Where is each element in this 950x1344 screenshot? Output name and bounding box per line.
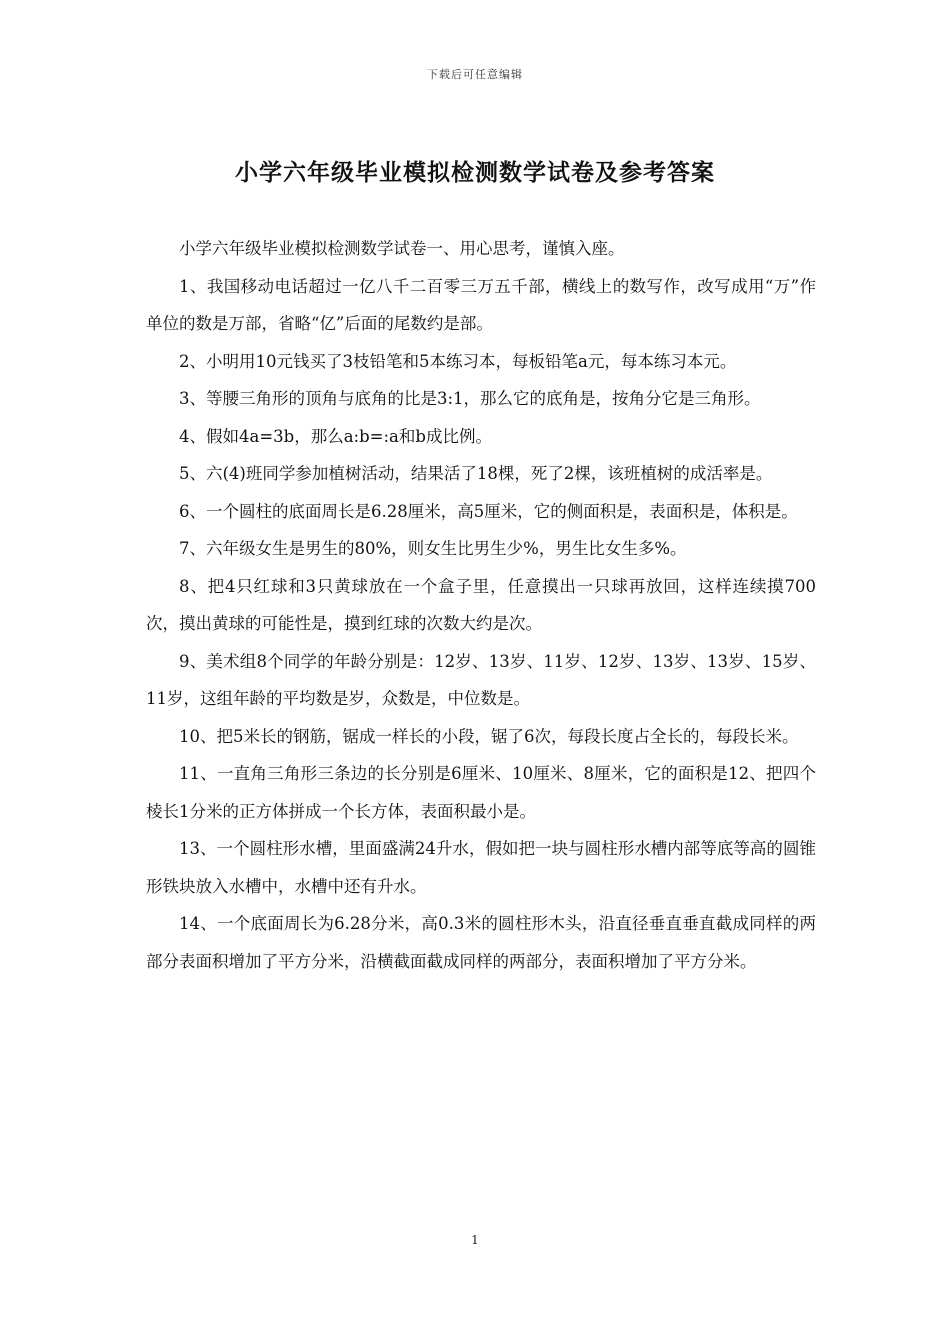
question-1: 1、我国移动电话超过一亿八千二百零三万五千部，横线上的数写作，改写成用“万”作单位的数是万部，省略“亿”后面的尾数约是部。 <box>146 276 816 333</box>
document-body <box>146 230 816 980</box>
question-6: 6、一个圆柱的底面周长是6.28厘米，高5厘米，它的侧面积是，表面积是，体积是。 <box>179 501 798 521</box>
question-2: 2、小明用10元钱买了3枝铅笔和5本练习本，每板铅笔a元，每本练习本元。 <box>179 351 737 371</box>
question-7: 7、六年级女生是男生的80%，则女生比男生少%，男生比女生多%。 <box>179 539 687 558</box>
question-4: 4、假如4a=3b，那么a:b=:a和b成比例。 <box>179 426 492 446</box>
question-5: 5、六(4)班同学参加植树活动，结果活了18棵，死了2棵，该班植树的成活率是。 <box>179 464 773 483</box>
question-9: 9、美术组8个同学的年龄分别是：12岁、13岁、11岁、12岁、13岁、13岁、15岁、11岁，这组年龄的平均数是岁，众数是，中位数是。 <box>146 651 816 708</box>
page-number: 1 <box>471 1233 479 1247</box>
question-8: 8、把4只红球和3只黄球放在一个盒子里，任意摸出一只球再放回，这样连续摸700次，摸出黄球的可能性是，摸到红球的次数大约是次。 <box>146 576 816 633</box>
paragraph-intro: 小学六年级毕业模拟检测数学试卷一、用心思考，谨慎入座。 <box>179 239 625 258</box>
question-13: 13、一个圆柱形水槽，里面盛满24升水，假如把一块与圆柱形水槽内部等底等高的圆锥形铁块放入水槽中，水槽中还有升水。 <box>146 839 816 896</box>
question-3: 3、等腰三角形的顶角与底角的比是3:1，那么它的底角是，按角分它是三角形。 <box>179 389 761 408</box>
page-header-note: 下载后可任意编辑 <box>427 68 523 81</box>
document-title: 小学六年级毕业模拟检测数学试卷及参考答案 <box>235 160 715 186</box>
question-14: 14、一个底面周长为6.28分米，高0.3米的圆柱形木头，沿直径垂直垂直截成同样的两部分表面积增加了平方分米，沿横截面截成同样的两部分，表面积增加了平方分米。 <box>146 914 816 971</box>
question-10: 10、把5米长的钢筋，锯成一样长的小段，锯了6次，每段长度占全长的，每段长米。 <box>179 726 799 746</box>
question-11-12: 11、一直角三角形三条边的长分别是6厘米、10厘米、8厘米，它的面积是12、把四个棱长1分米的正方体拼成一个长方体，表面积最小是。 <box>146 764 816 821</box>
